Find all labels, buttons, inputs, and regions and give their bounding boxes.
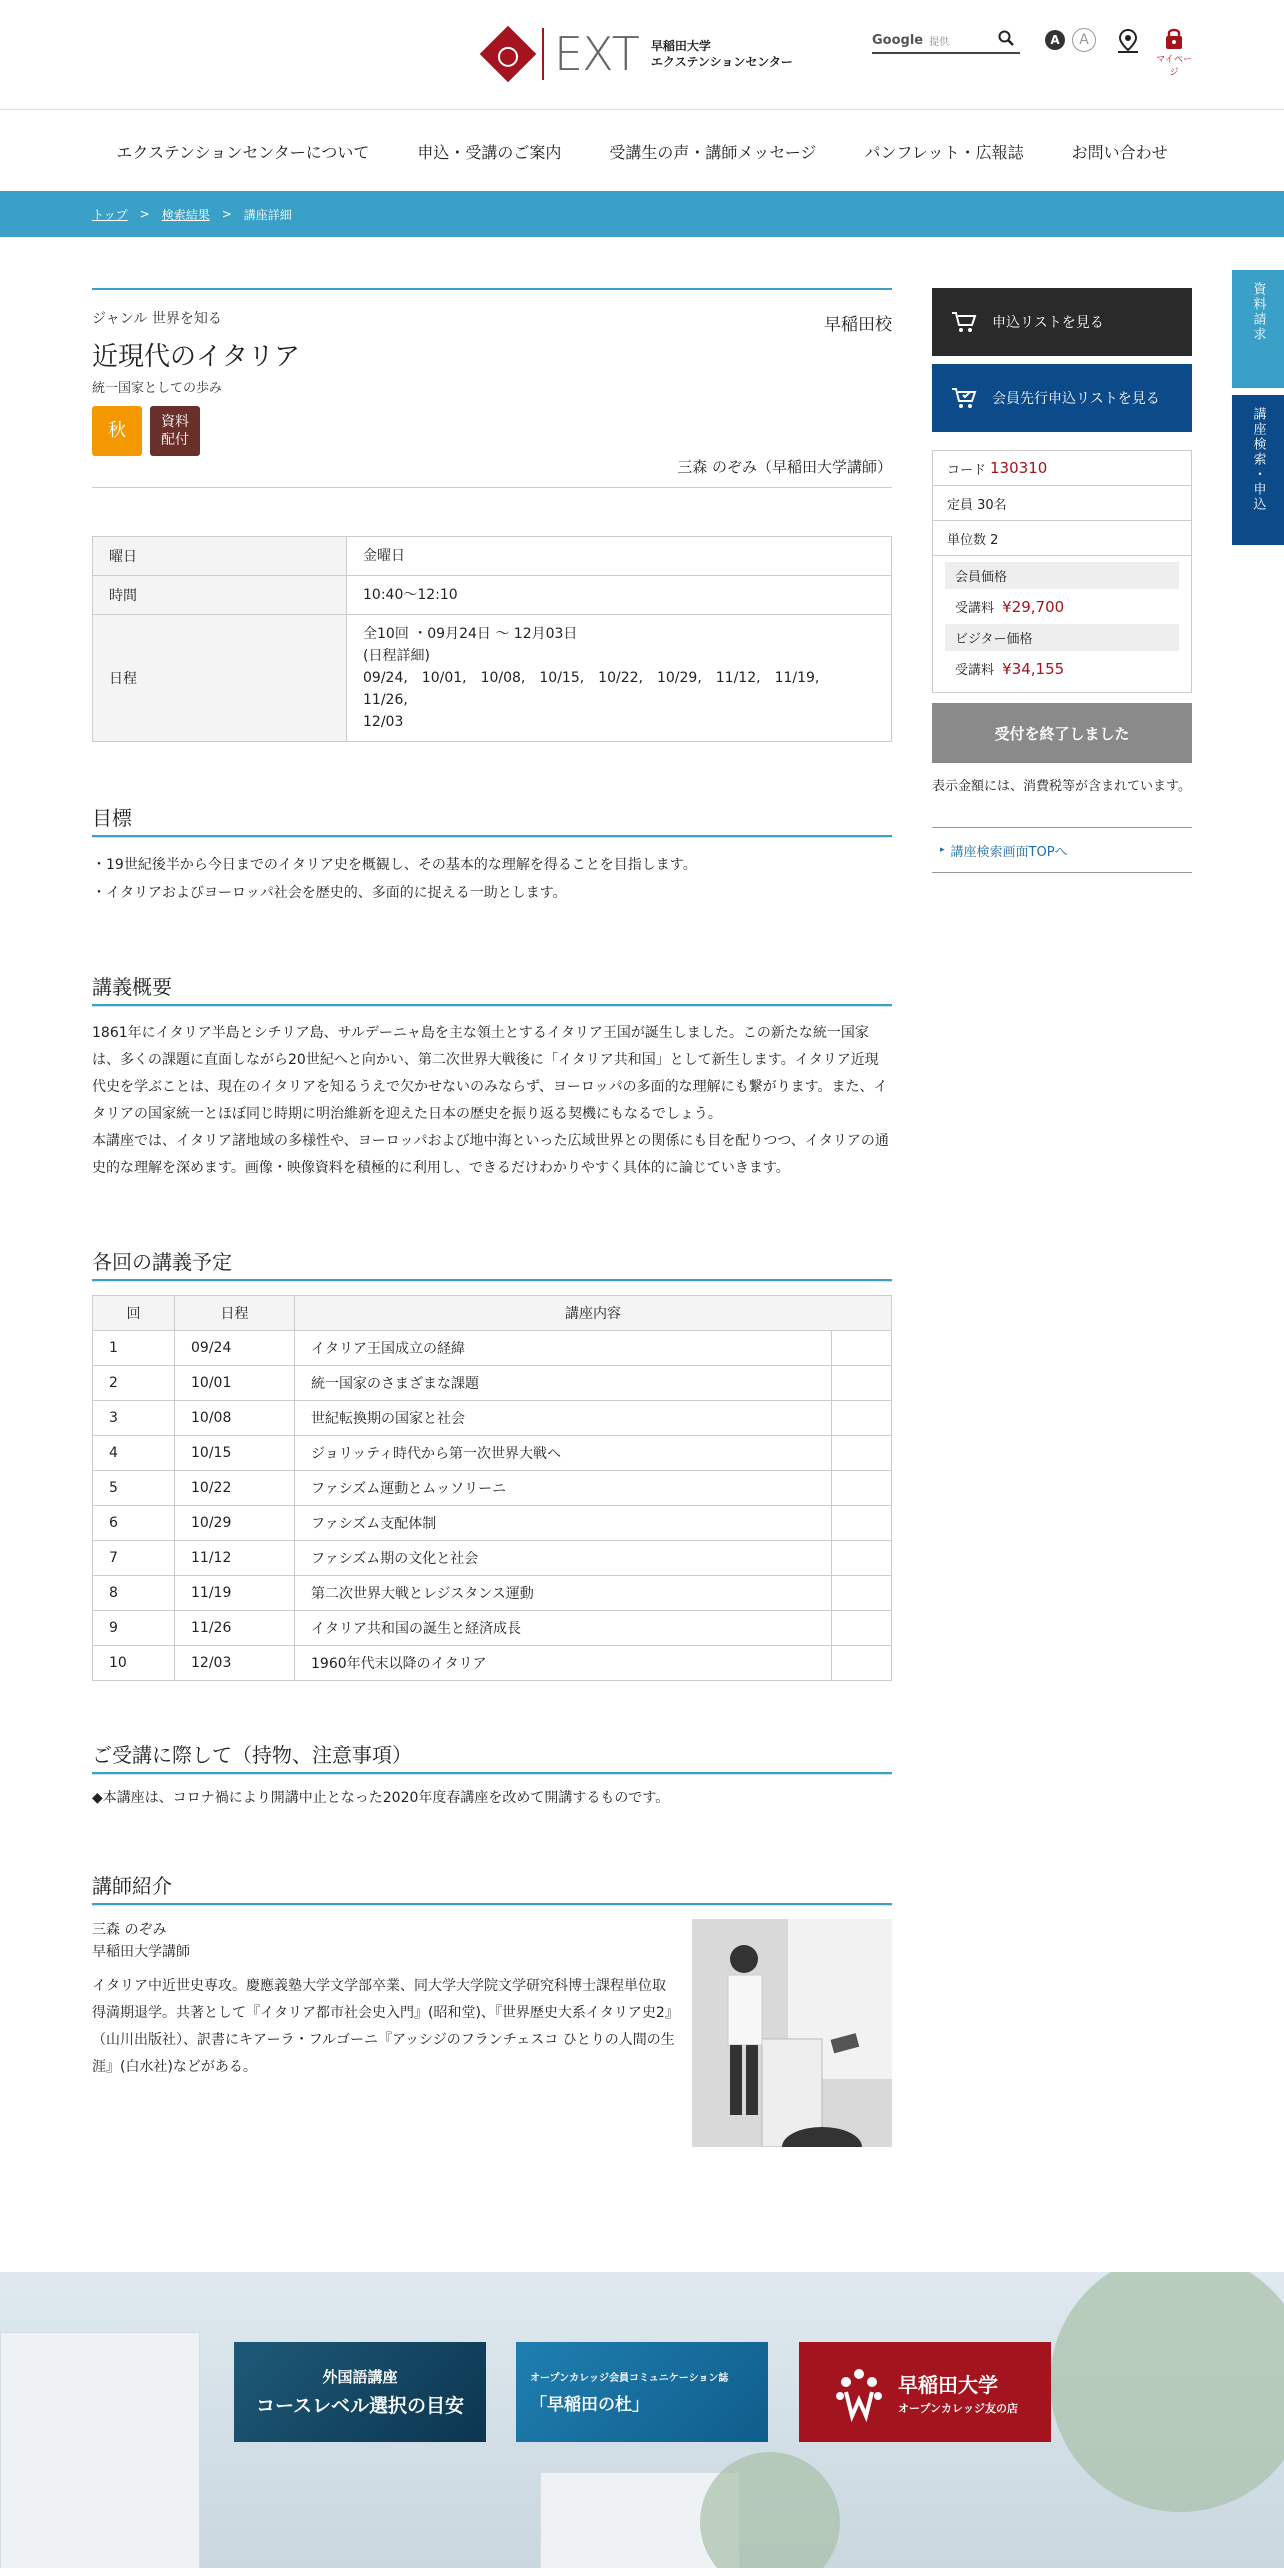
mypage-label: マイページ (1156, 55, 1192, 78)
lecture-extra-cell (832, 1401, 892, 1436)
table-row (93, 1646, 892, 1681)
breadcrumb-current: 講座詳細 (243, 207, 292, 222)
lecture-topic: ファシズム支配体制 (295, 1506, 832, 1541)
table-row (93, 1366, 892, 1401)
logo-divider (542, 28, 544, 80)
banner-3-text (898, 2369, 1018, 2416)
nav-item-voices[interactable]: 受講生の声・講師メッセージ (609, 142, 817, 162)
lecture-date: 11/12 (175, 1541, 295, 1576)
lecture-number: 1 (93, 1331, 175, 1366)
schedule-dates: 09/24, 10/01, 10/08, 10/15, 10/22, 10/29, 11/12, 11/19, 11/26, (363, 670, 834, 708)
lecture-topic: ファシズム運動とムッソリーニ (295, 1471, 832, 1506)
table-row (93, 1576, 892, 1611)
logo-sub-line2: エクステンションセンター (650, 55, 793, 69)
visitor-fee-line (945, 651, 1179, 686)
lecture-extra-cell (832, 1576, 892, 1611)
cart-icon (950, 310, 978, 334)
course-header (92, 288, 892, 488)
lock-icon (1163, 26, 1185, 50)
notes-text: ◆本講座は、コロナ禍により開講中止となった2020年度春講座を改めて開講するものです。 (92, 1790, 670, 1806)
table-row (93, 1541, 892, 1576)
breadcrumb-separator: > (139, 207, 150, 221)
lecture-extra-cell (832, 1366, 892, 1401)
tree-logo-icon (832, 2362, 886, 2422)
footer-banner-area (0, 2272, 1284, 2568)
lecturer-info (92, 1919, 692, 2147)
lecture-number: 3 (93, 1401, 175, 1436)
lecture-date: 11/26 (175, 1611, 295, 1646)
lecture-extra-cell (832, 1331, 892, 1366)
logo-sub-line1: 早稲田大学 (650, 39, 711, 53)
site-search[interactable] (872, 28, 1020, 54)
lecturer-bio: イタリア中近世史専攻。慶應義塾大学文学部卒業、同大学大学院文学研究科博士課程単位取得満期退学。共著として『イタリア都市社会史入門』(昭和堂)、『世界歴史大系イタリア史2』（山川出版社）、訳書にキアーラ・フルゴーニ『アッシジのフランチェスコ ひとりの人間の生涯』(白水社)などがある。 (92, 1978, 675, 2075)
side-tab-request-docs[interactable] (1232, 270, 1284, 388)
units-row (933, 521, 1191, 556)
lecture-number: 8 (93, 1576, 175, 1611)
banner-3-line2: オープンカレッジ友の店 (898, 2401, 1018, 2415)
handout-badge-line2: 配付 (161, 432, 189, 448)
site-logo[interactable] (480, 24, 793, 84)
side-tab-request-docs-label: 資料請求 (1250, 282, 1266, 342)
units-value: 単位数 2 (947, 532, 999, 548)
course-tags (92, 406, 892, 456)
lecturer-name: 三森 のぞみ (92, 1922, 167, 1938)
season-badge: 秋 (92, 406, 142, 456)
lecturer-profile (92, 1919, 892, 2147)
banner-1-line1: 外国語講座 (322, 2368, 398, 2386)
table-row (93, 1471, 892, 1506)
lecture-date: 10/22 (175, 1471, 295, 1506)
goal-line-1: ・19世紀後半から今日までのイタリア史を概観し、その基本的な理解を得ることを目指します。 (92, 857, 697, 873)
col-header-no: 回 (93, 1296, 175, 1331)
building-decoration (0, 2332, 200, 2568)
course-genre: ジャンル 世界を知る (92, 311, 222, 327)
lecture-date: 10/29 (175, 1506, 295, 1541)
lecture-date: 09/24 (175, 1331, 295, 1366)
lecture-topic: ファシズム期の文化と社会 (295, 1541, 832, 1576)
lecture-extra-cell (832, 1506, 892, 1541)
breadcrumb-top[interactable]: トップ (92, 207, 128, 222)
side-tab-course-search-label: 講座検索・申込 (1250, 407, 1266, 512)
schedule-table (92, 1295, 892, 1681)
course-search-top-label: 講座検索画面TOPへ (950, 844, 1068, 860)
banner-language-level[interactable] (234, 2342, 486, 2442)
handout-badge-line1: 資料 (161, 414, 189, 430)
search-brand: Google (872, 32, 924, 48)
day-label: 曜日 (93, 537, 347, 576)
banner-waseda-no-mori[interactable] (516, 2342, 768, 2442)
lecture-extra-cell (832, 1471, 892, 1506)
table-row (93, 1436, 892, 1471)
sidebar (932, 288, 1192, 873)
lecturer-title: 講師紹介 (92, 1870, 892, 1905)
lecture-number: 9 (93, 1611, 175, 1646)
lecture-topic: イタリア王国成立の経緯 (295, 1331, 832, 1366)
overview-text (92, 1020, 892, 1182)
overview-title: 講義概要 (92, 971, 892, 1006)
lecture-topic: ジョリッティ時代から第一次世界大戦へ (295, 1436, 832, 1471)
course-code-label: コード (947, 462, 987, 478)
lecture-number: 7 (93, 1541, 175, 1576)
map-pin-icon[interactable] (1115, 28, 1141, 54)
table-row (93, 1401, 892, 1436)
breadcrumb-search-results[interactable]: 検索結果 (161, 207, 210, 222)
course-campus: 早稲田校 (824, 315, 892, 335)
goal-text (92, 851, 892, 907)
chevron-right-icon: ▸ (940, 845, 945, 855)
schedule-label: 日程 (93, 615, 347, 742)
overview-section (92, 971, 892, 1182)
visitor-price-label: ビジター価格 (945, 624, 1179, 651)
lecture-extra-cell (832, 1436, 892, 1471)
lecturer-section (92, 1870, 892, 2147)
lecture-extra-cell (832, 1541, 892, 1576)
view-member-list-button[interactable] (932, 364, 1192, 432)
view-member-list-label: 会員先行申込リストを見る (992, 391, 1160, 407)
table-row (93, 615, 892, 742)
member-fee-line (945, 589, 1179, 624)
lecture-extra-cell (832, 1646, 892, 1681)
schedule-section (92, 1246, 892, 1681)
table-row (93, 1506, 892, 1541)
table-row (93, 1611, 892, 1646)
course-info-table (92, 536, 892, 742)
course-subtitle: 統一国家としての歩み (92, 381, 223, 396)
table-row (93, 1331, 892, 1366)
course-title: 近現代のイタリア (92, 342, 301, 372)
banner-1-line2: コースレベル選択の目安 (255, 2395, 465, 2417)
course-search-top-link[interactable] (932, 827, 1192, 873)
search-input[interactable] (949, 33, 979, 47)
breadcrumb (0, 191, 1284, 237)
lecture-date: 10/01 (175, 1366, 295, 1401)
goal-title: 目標 (92, 802, 892, 837)
lecture-topic: 第二次世界大戦とレジスタンス運動 (295, 1576, 832, 1611)
capacity-row (933, 486, 1191, 521)
table-header-row (93, 1296, 892, 1331)
lecture-date: 10/08 (175, 1401, 295, 1436)
goal-line-2: ・イタリアおよびヨーロッパ社会を歴史的、多面的に捉える一助とします。 (92, 885, 567, 901)
registration-closed-button[interactable]: 受付を終了しました (932, 703, 1192, 763)
course-code-row (933, 451, 1191, 486)
schedule-detail-label: (日程詳細) (363, 648, 430, 664)
view-apply-list-label: 申込リストを見る (992, 315, 1104, 331)
course-code-value: 130310 (990, 459, 1048, 477)
schedule-dates-cont: 12/03 (363, 714, 404, 730)
site-header (0, 0, 1284, 110)
schedule-summary: 全10回 ・09月24日 ～ 12月03日 (363, 626, 578, 642)
lecture-date: 11/19 (175, 1576, 295, 1611)
banner-3-line1: 早稲田大学 (898, 2372, 999, 2397)
lecture-topic: イタリア共和国の誕生と経済成長 (295, 1611, 832, 1646)
lecturer-photo (692, 1919, 892, 2147)
nav-item-application[interactable]: 申込・受講のご案内 (417, 142, 562, 162)
search-icon[interactable] (998, 30, 1014, 46)
day-value: 金曜日 (347, 537, 892, 576)
cart-check-icon (950, 386, 978, 410)
visitor-fee-label: 受講料 (955, 663, 995, 678)
tree-decoration (700, 2452, 840, 2568)
overview-para-1: 1861年にイタリア半島とシチリア島、サルデーニャ島を主な領土とするイタリア王国が誕生しました。この新たな統一国家は、多くの課題に直面しながら20世紀へと向かい、第二次世界大戦後に「イタリア共和国」として新生します。イタリア近現代史を学ぶことは、現在のイタリアを知るうえで欠かせないのみならず、ヨーロッパの多面的な理解にも繋がります。また、イタリアの国家統一とほぼ同じ時期に明治維新を迎えた日本の歴史を振り返る契機にもなるでしょう。 (92, 1025, 888, 1122)
logo-ext-text: EXT (554, 27, 639, 81)
view-apply-list-button[interactable] (932, 288, 1192, 356)
banner-friend-shops[interactable] (799, 2342, 1051, 2442)
course-spec-box (932, 450, 1192, 693)
capacity-value: 定員 30名 (947, 497, 1007, 513)
notes-section (92, 1739, 892, 1812)
schedule-table-body (93, 1331, 892, 1681)
lecture-date: 10/15 (175, 1436, 295, 1471)
lecture-date: 12/03 (175, 1646, 295, 1681)
global-nav (0, 111, 1284, 191)
table-row (93, 537, 892, 576)
price-block (933, 556, 1191, 692)
overview-para-2: 本講座では、イタリア諸地域の多様性や、ヨーロッパおよび地中海といった広域世界との関係にも目を配りつつ、イタリアの通史的な理解を深めます。画像・映像資料を積極的に利用し、できるだけわかりやすく具体的に論じていきます。 (92, 1133, 889, 1176)
col-header-date: 日程 (175, 1296, 295, 1331)
goal-section (92, 802, 892, 907)
nav-item-about[interactable]: エクステンションセンターについて (116, 142, 370, 162)
lecture-number: 2 (93, 1366, 175, 1401)
schedule-value (347, 615, 892, 742)
waseda-emblem-icon (480, 26, 537, 83)
col-header-content: 講座内容 (295, 1296, 892, 1331)
lecture-number: 6 (93, 1506, 175, 1541)
font-size-small-button[interactable]: A (1072, 28, 1096, 52)
member-fee-label: 受講料 (955, 601, 995, 616)
banner-2-line1: オープンカレッジ会員コミュニケーション誌 (530, 2373, 729, 2384)
schedule-title: 各回の講義予定 (92, 1246, 892, 1281)
tree-decoration (1050, 2272, 1284, 2512)
lecture-extra-cell (832, 1611, 892, 1646)
main-content (92, 288, 892, 2147)
breadcrumb-separator: > (221, 207, 232, 221)
lecturer-photo-illustration (692, 1919, 892, 2147)
nav-item-pamphlet[interactable]: パンフレット・広報誌 (864, 142, 1024, 162)
member-price-label: 会員価格 (945, 562, 1179, 589)
table-row (93, 576, 892, 615)
tax-note: 表示金額には、消費税等が含まれています。 (932, 779, 1191, 794)
lecture-topic: 世紀転換期の国家と社会 (295, 1401, 832, 1436)
lecture-number: 5 (93, 1471, 175, 1506)
time-label: 時間 (93, 576, 347, 615)
notes-title: ご受講に際して（持物、注意事項） (92, 1739, 892, 1774)
side-tab-course-search[interactable] (1232, 395, 1284, 545)
visitor-fee-value: ¥34,155 (1002, 660, 1065, 678)
banner-2-line2: 「早稲田の杜」 (530, 2395, 649, 2415)
lecture-number: 4 (93, 1436, 175, 1471)
member-fee-value: ¥29,700 (1002, 598, 1065, 616)
course-instructor: 三森 のぞみ（早稲田大学講師） (677, 458, 892, 476)
lecture-number: 10 (93, 1646, 175, 1681)
lecturer-position: 早稲田大学講師 (92, 1944, 190, 1960)
mypage-button[interactable] (1154, 26, 1194, 78)
lecture-topic: 1960年代末以降のイタリア (295, 1646, 832, 1681)
search-provider-label: 提供 (929, 36, 950, 48)
nav-item-contact[interactable]: お問い合わせ (1071, 142, 1168, 162)
logo-subtitle (651, 38, 793, 70)
handout-badge (150, 406, 200, 456)
lecture-topic: 統一国家のさまざまな課題 (295, 1366, 832, 1401)
time-value: 10:40～12:10 (347, 576, 892, 615)
font-size-large-button[interactable]: A (1045, 30, 1065, 50)
